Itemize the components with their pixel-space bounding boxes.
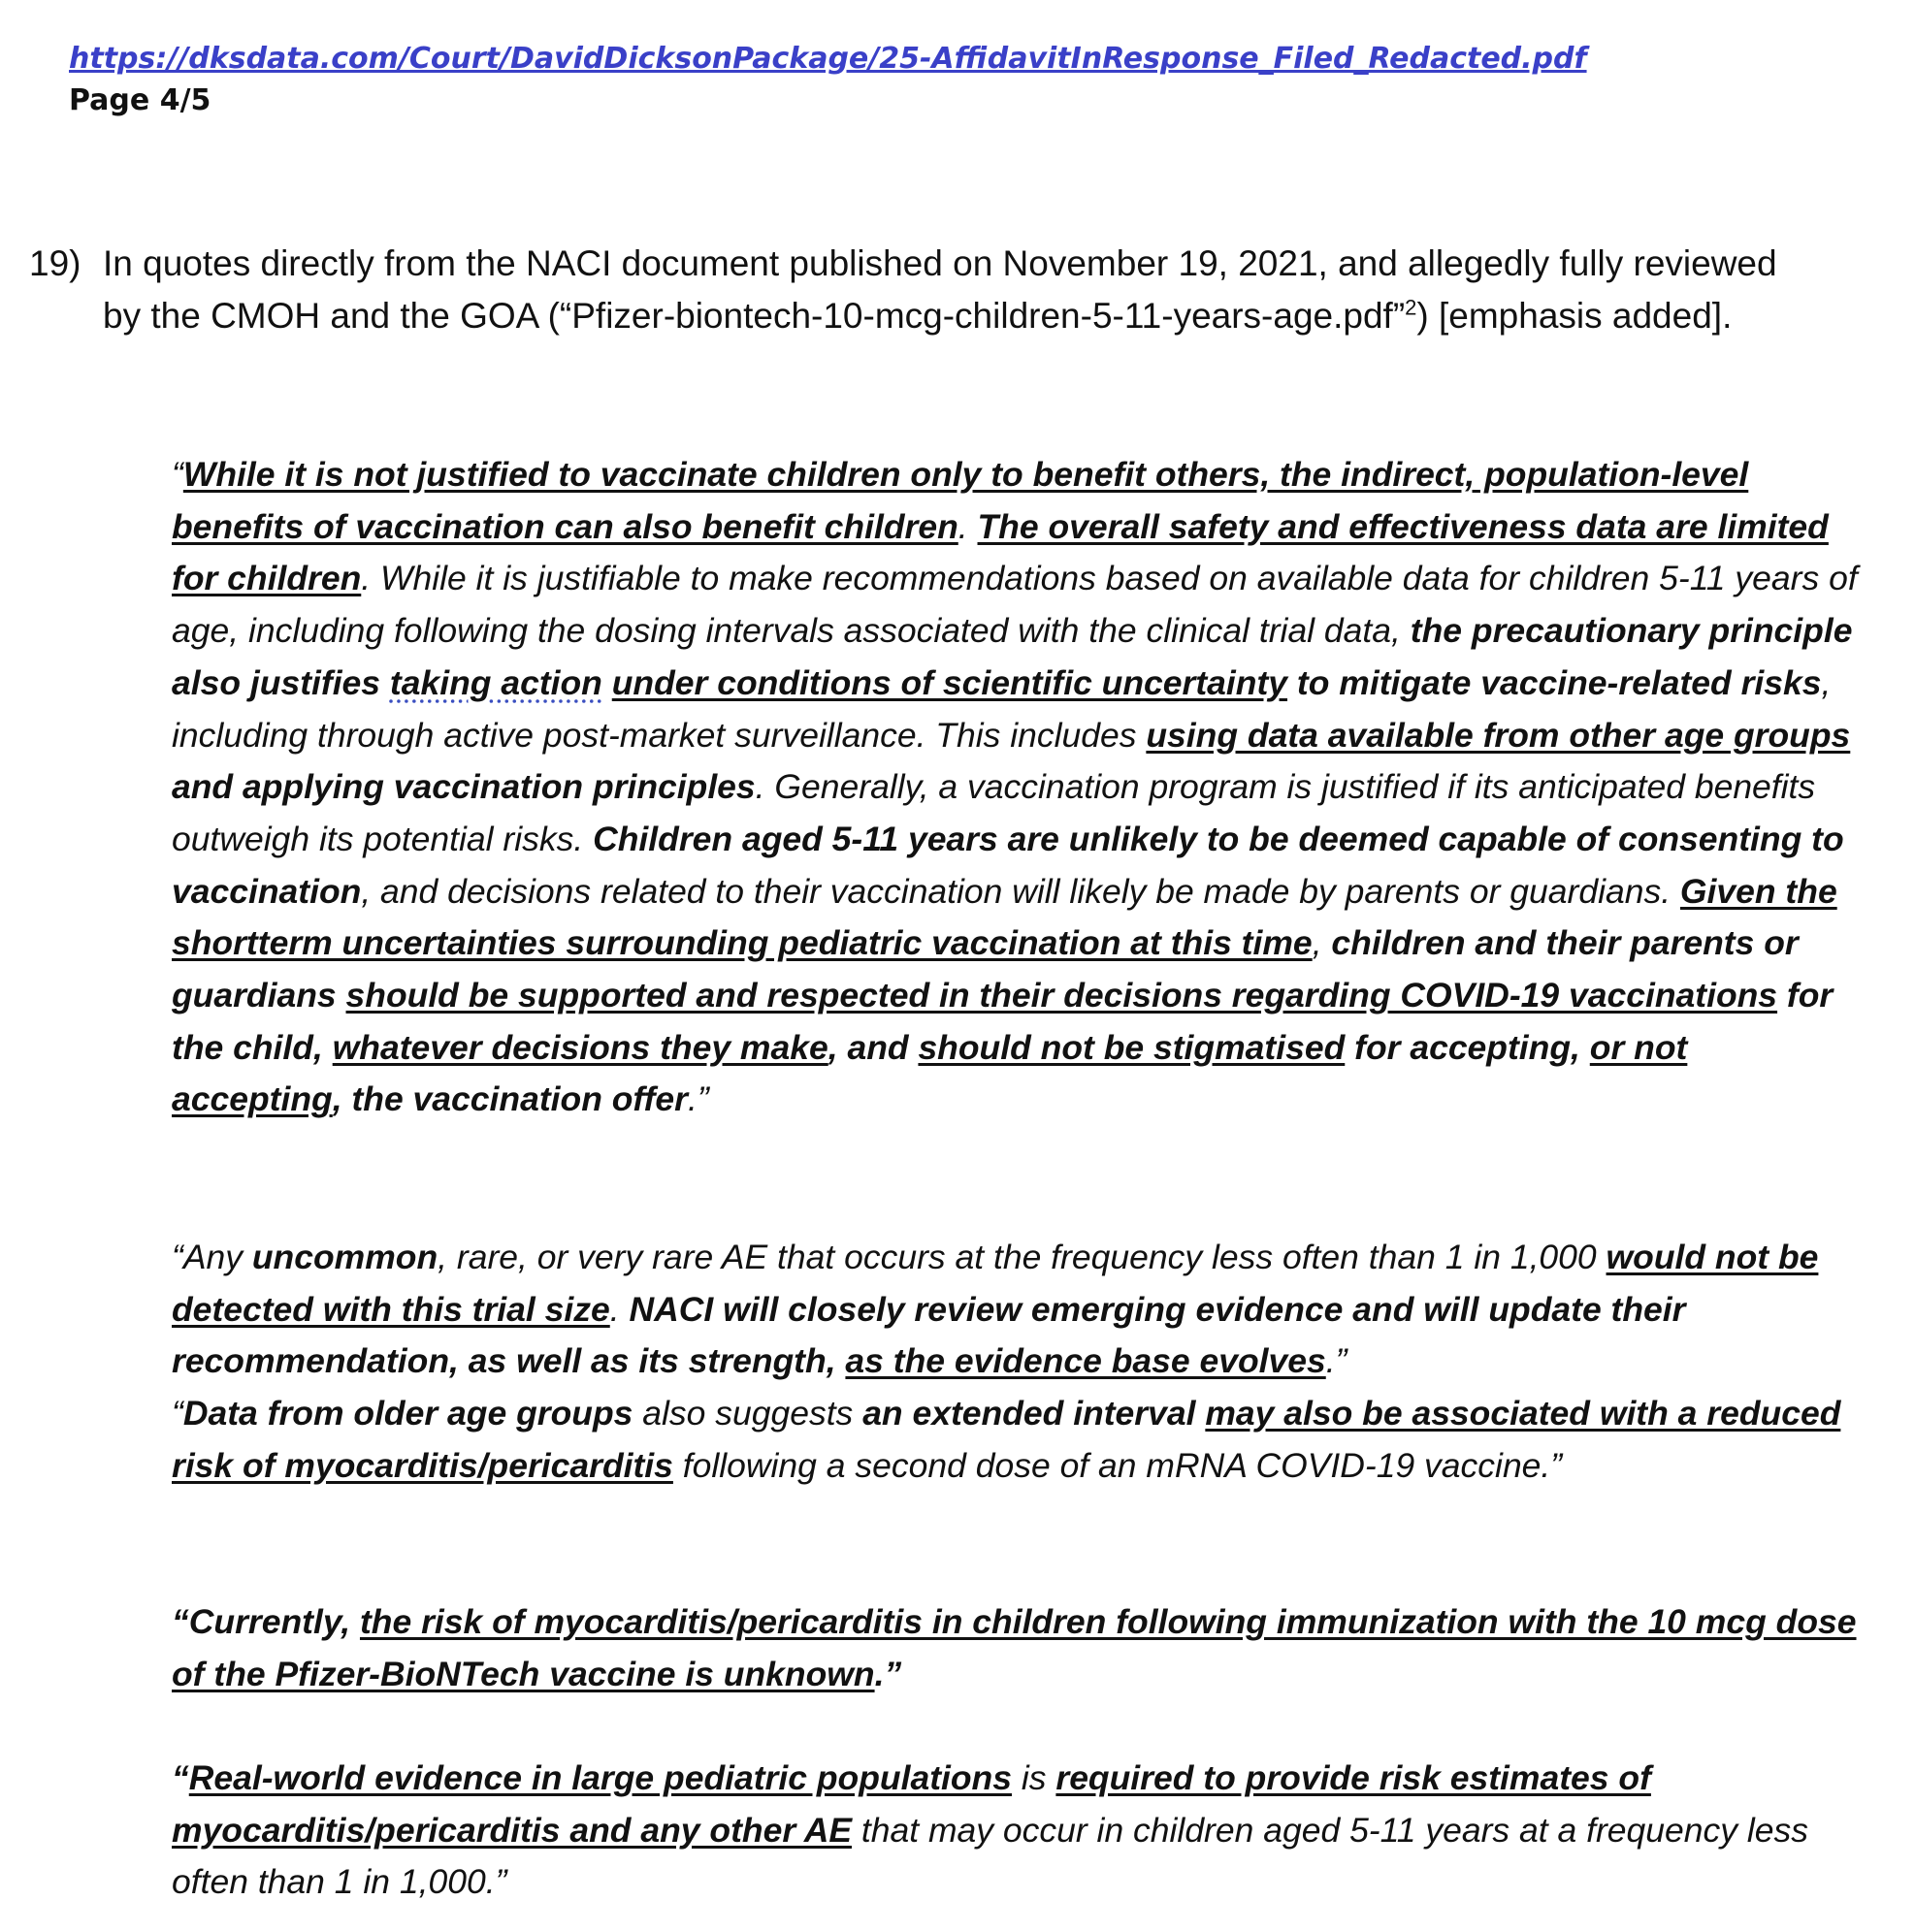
emphasis-underline: should be supported and respected in their decisions regarding COVID-19 vaccinations — [345, 976, 1778, 1015]
quote-text: also suggests — [633, 1394, 863, 1433]
quote-real-world-evidence — [172, 1753, 1860, 1909]
paragraph-text-a: In quotes directly from the NACI document published on November 19, 2021, and allegedly fully reviewed by the CMOH and the GOA (“Pfizer-biontech-10-mcg-children-5-11-years-age.pdf” — [103, 243, 1777, 336]
emphasis-bold: .” — [874, 1654, 902, 1693]
emphasis-bold — [845, 1341, 1325, 1380]
emphasis-bold: Children aged 5-11 years are unlikely to be deemed capable of consenting to vaccination — [172, 819, 1844, 911]
emphasis-dotted-underline: taking action — [389, 662, 602, 702]
emphasis-bold: , the vaccination offer — [332, 1079, 688, 1119]
emphasis-bold — [612, 663, 1287, 702]
emphasis-bold: an extended interval — [862, 1394, 1206, 1433]
emphasis-bold: “Currently, — [172, 1602, 360, 1641]
emphasis-bold — [390, 663, 602, 702]
emphasis-underline: Given the shortterm uncertainties surrounding pediatric vaccination at this time — [172, 871, 1837, 963]
quote-text: , and decisions related to their vaccination will likely be made by parents or guardians. — [361, 871, 1680, 911]
emphasis-bold: to mitigate vaccine-related risks — [1287, 662, 1822, 702]
emphasis-bold: the precautionary principle also justifies — [172, 611, 1853, 702]
quote-text: . While it is justifiable to make recommendations based on available data for children 5-11 years of age, including following the dosing intervals associated with the clinical trial data, — [172, 559, 1858, 651]
emphasis-bold — [346, 976, 1778, 1014]
quote-extended-interval — [172, 1388, 1860, 1492]
source-url-link[interactable]: https://dksdata.com/Court/DavidDicksonPackage/25-AffidavitInResponse_Filed_Redacted.pdf — [69, 42, 1587, 76]
emphasis-underline: the risk of myocarditis/pericarditis in children following immunization with the 10 mcg dose of the Pfizer-BioNTech vaccine is unknown — [172, 1602, 1857, 1693]
quote-text: that may occur in children aged 5-11 years at a frequency less often than 1 in 1,000.” — [172, 1810, 1808, 1902]
quote-trial-size — [172, 1232, 1860, 1388]
emphasis-underline: using data available from other age groups — [1146, 715, 1851, 755]
emphasis-bold: and applying vaccination principles — [172, 767, 756, 807]
emphasis-bold — [333, 1028, 828, 1067]
emphasis-bold — [189, 1758, 1012, 1797]
emphasis-underline: Real-world evidence in large pediatric populations — [188, 1758, 1012, 1797]
paragraph-text — [103, 238, 1810, 342]
quote-justification — [172, 449, 1860, 1126]
emphasis-underline: would not be detected with this trial size — [172, 1238, 1819, 1329]
quote-text: .” — [1325, 1341, 1347, 1381]
emphasis-bold: Data from older age groups — [182, 1394, 633, 1433]
quote-text: following a second dose of an mRNA COVID-19 vaccine.” — [672, 1445, 1563, 1485]
emphasis-underline: required to provide risk estimates of myocarditis/pericarditis and any other AE — [172, 1758, 1651, 1850]
emphasis-bold: , and — [828, 1027, 919, 1067]
quote-text: , rare, or very rare AE that occurs at the frequency less often than 1 in 1,000 — [438, 1238, 1607, 1276]
emphasis-bold: for the child, — [172, 976, 1834, 1067]
emphasis-bold: for accepting, — [1345, 1027, 1590, 1067]
quote-text: “ — [172, 455, 183, 494]
emphasis-bold: uncommon — [251, 1238, 438, 1276]
quote-text: “ — [172, 1394, 183, 1433]
document-header — [69, 37, 1587, 120]
quote-risk-unknown — [172, 1596, 1860, 1700]
quote-text: . — [958, 506, 978, 546]
page-number: Page 4/5 — [69, 83, 211, 117]
emphasis-underline: whatever decisions they make — [332, 1027, 828, 1067]
quote-text: . — [609, 1289, 630, 1329]
emphasis-underline: should not be stigmatised — [918, 1027, 1346, 1067]
emphasis-underline: The overall safety and effectiveness data are limited for children — [172, 506, 1829, 598]
quote-text: . Generally, a vaccination program is justified if its anticipated benefits outweigh its potential risks. — [172, 767, 1816, 858]
footnote-marker[interactable]: 2 — [1405, 295, 1417, 320]
quote-text: .” — [688, 1079, 709, 1119]
paragraph-19 — [29, 238, 1872, 342]
emphasis-underline: under conditions of scientific uncertainty — [611, 662, 1288, 702]
emphasis-bold: children and their parents or guardians — [172, 923, 1799, 1015]
emphasis-underline: may also be associated with a reduced risk of myocarditis/pericarditis — [172, 1394, 1841, 1485]
quote-text: , including through active post-market surveillance. This includes — [172, 662, 1832, 755]
paragraph-text-b: ) [emphasis added]. — [1416, 296, 1733, 336]
emphasis-bold — [1146, 716, 1850, 755]
quote-text: is — [1012, 1758, 1056, 1797]
emphasis-bold — [918, 1028, 1345, 1067]
quote-text: “Any — [172, 1238, 252, 1276]
emphasis-underline: or not accepting — [172, 1027, 1688, 1119]
quote-text — [602, 663, 612, 702]
emphasis-bold: NACI will closely review emerging evidence and will update their recommendation, as well as its strength, — [172, 1289, 1686, 1381]
quote-text: , — [1312, 923, 1332, 963]
emphasis-bold: “ — [172, 1758, 189, 1797]
emphasis-underline: as the evidence base evolves — [845, 1341, 1326, 1381]
emphasis-underline: While it is not justified to vaccinate children only to benefit others, the indirect, population-level benefits of vaccination can also benefit children — [172, 455, 1749, 546]
emphasis-bold — [172, 1602, 1857, 1693]
paragraph-number: 19) — [29, 243, 81, 283]
